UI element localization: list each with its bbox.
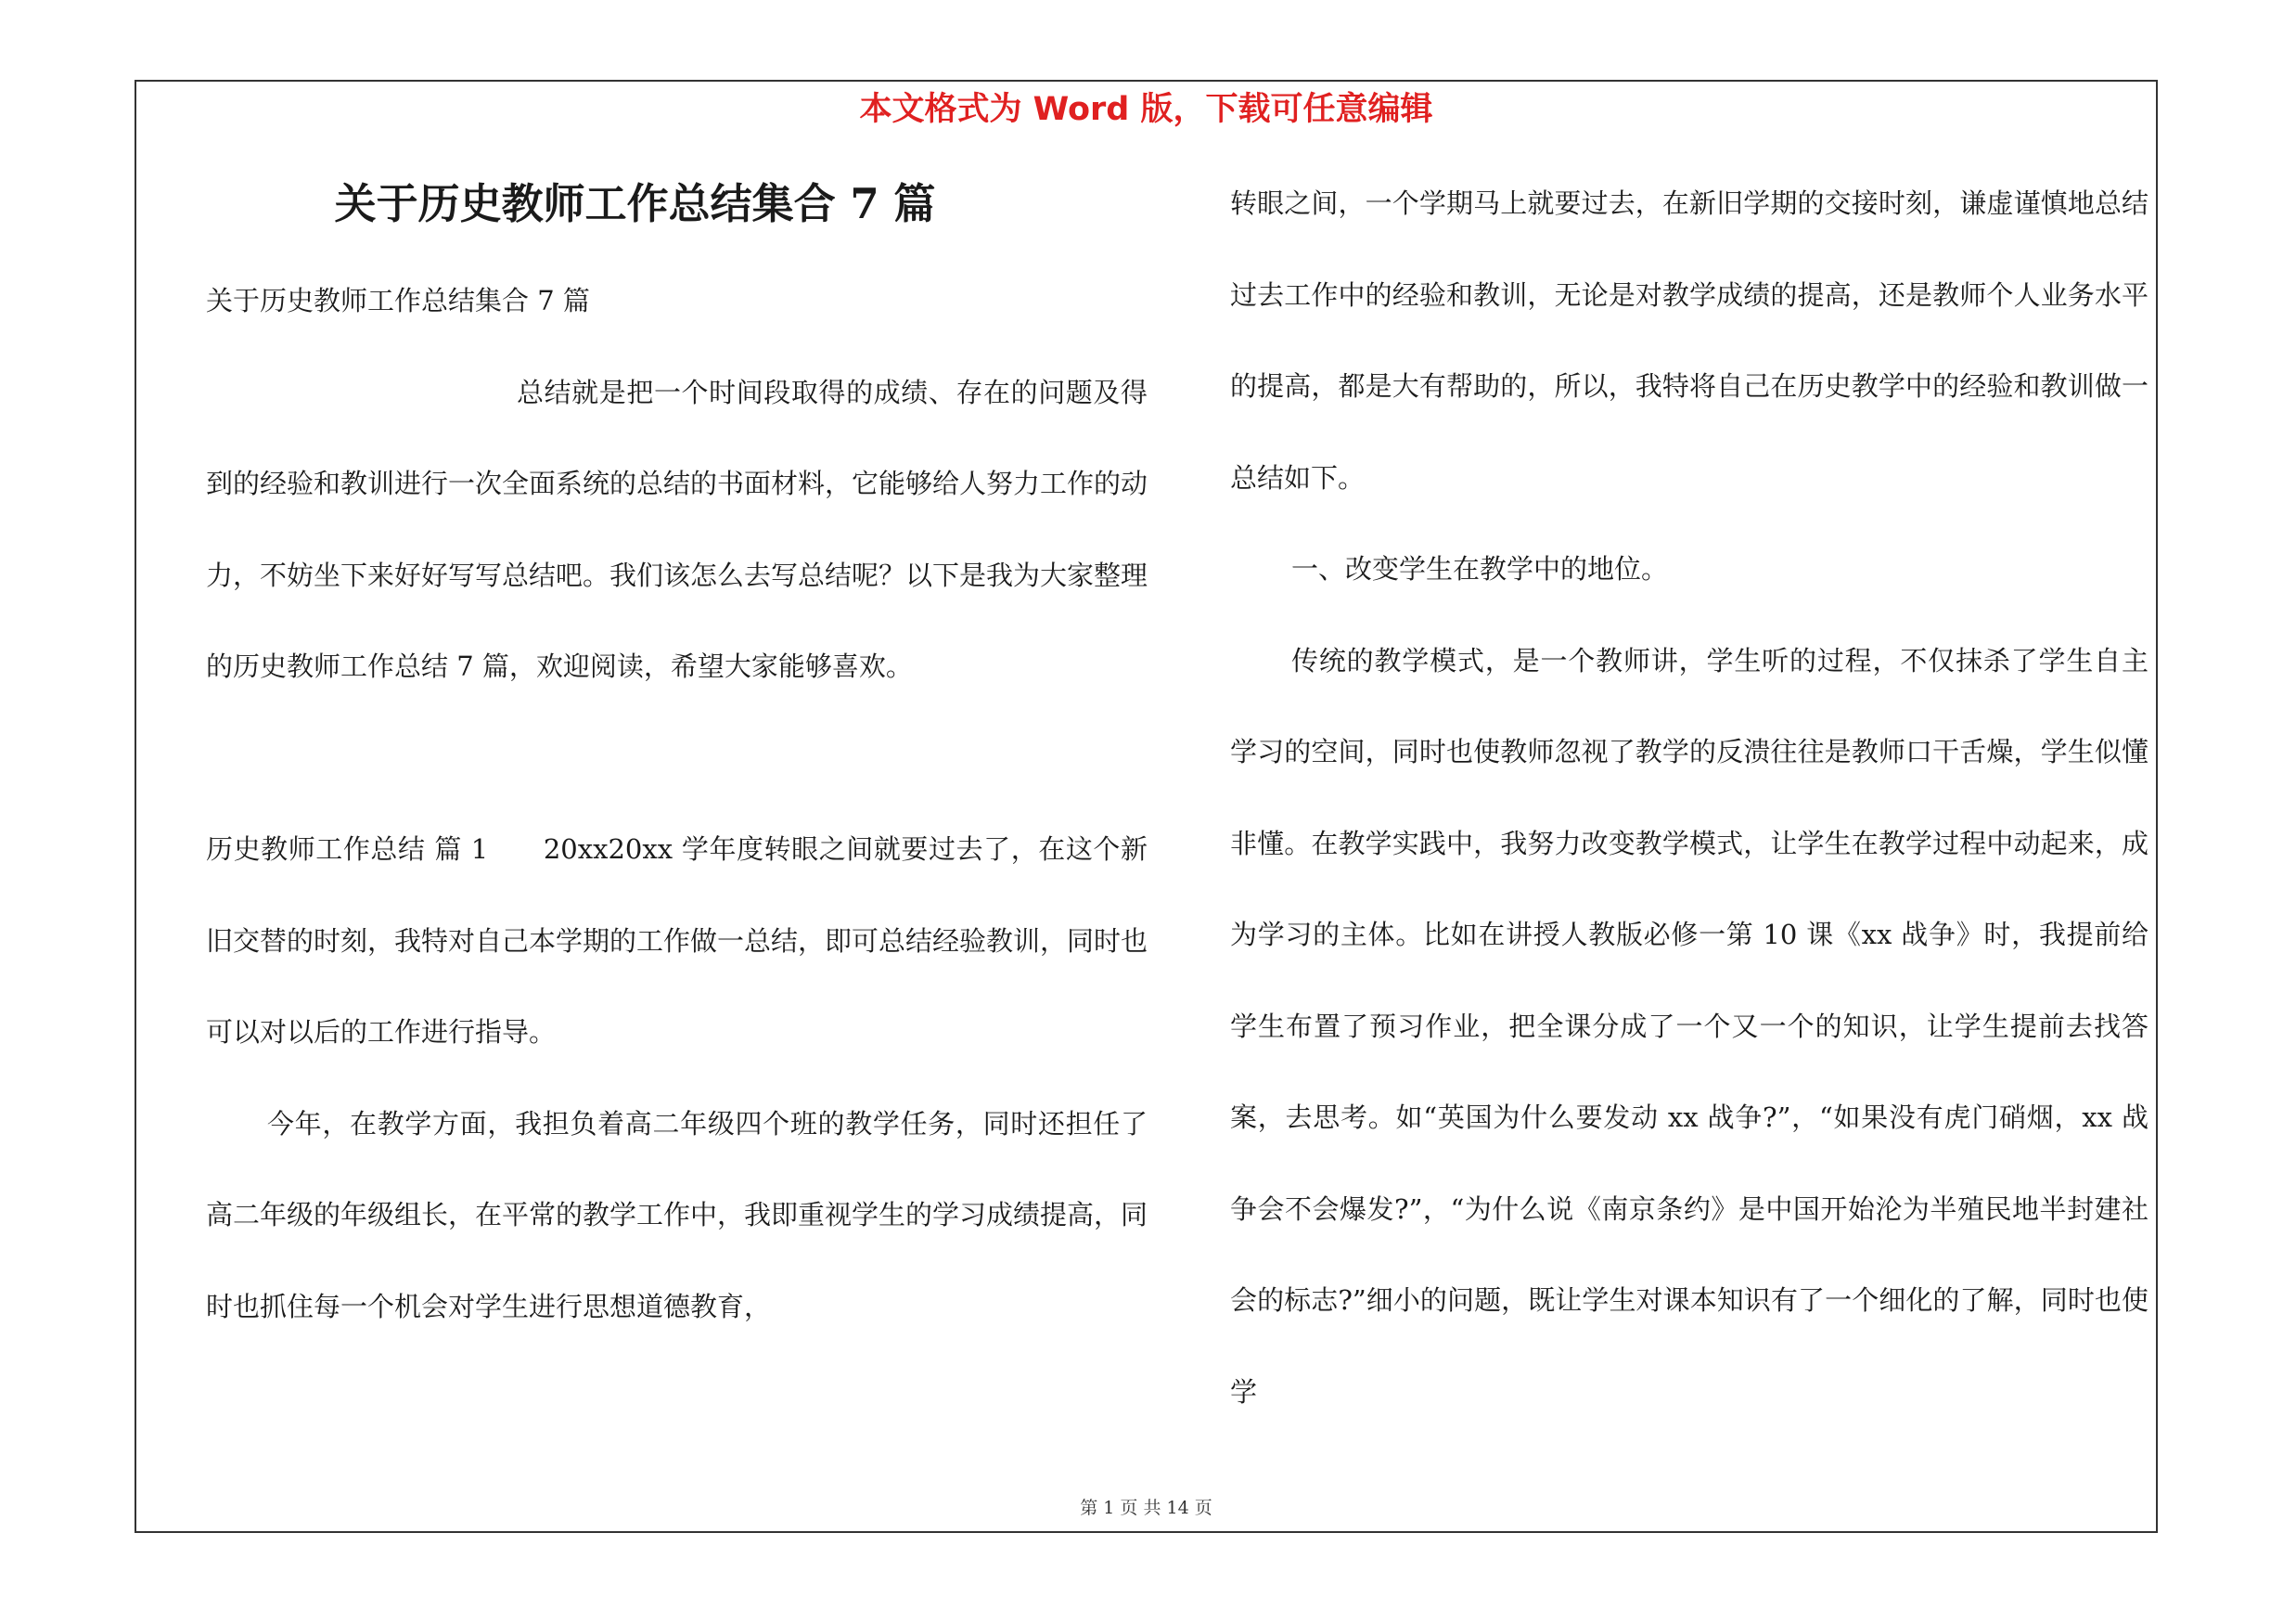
document-title: 关于历史教师工作总结集合 7 篇 [334, 179, 936, 228]
left-column [206, 158, 1148, 1352]
teaching-paragraph: 今年，在教学方面，我担负着高二年级四个班的教学任务，同时还担任了高二年级的年级组长，在平常的教学工作中，我即重视学生的学习成绩提高，同时也抓住每一个机会对学生进行思想道德教育， [206, 1107, 1148, 1322]
transition-paragraph: 转眼之间，一个学期马上就要过去，在新旧学期的交接时刻，谦虚谨慎地总结过去工作中的经验和教训，无论是对教学成绩的提高，还是教师个人业务水平的提高，都是大有帮助的，所以，我特将自己在历史教学中的经验和教训做一总结如下。 [1230, 187, 2148, 494]
right-column [1230, 158, 2148, 1437]
section-1-heading: 历史教师工作总结 篇 1 20xx20xx 学年度转眼之间就要过去了，在这个新旧交替的时刻，我特对自己本学期的工作做一总结，即可总结经验教训，同时也可以对以后的工作进行指导。 [206, 833, 1148, 1048]
traditional-teaching-paragraph: 传统的教学模式，是一个教师讲，学生听的过程，不仅抹杀了学生自主学习的空间，同时也使教师忽视了教学的反溃往往是教师口干舌燥，学生似懂非懂。在教学实践中，我努力改变教学模式，让学生在教学过程中动起来，成为学习的主体。比如在讲授人教版必修一第 10 课《xx 战争》时，我提前给学生布置了预习作业，把全课分成了一个又一个的知识，让学生提前去找答案，去思考。如“英国为什么要发动 xx 战争?”，“如果没有虎门硝烟，xx 战争会不会爆发?”，“为什么说《南京条约》是中国开始沦为半殖民地半封建社会的标志?”细小的问题，既让学生对课本知识有了一个细化的了解，同时也使学 [1230, 644, 2148, 1408]
blank-line [206, 713, 1148, 805]
format-notice-banner: 本文格式为 Word 版，下载可任意编辑 [859, 91, 1433, 128]
document-subtitle: 关于历史教师工作总结集合 7 篇 [206, 285, 590, 316]
intro-paragraph: 总结就是把一个时间段取得的成绩、存在的问题及得到的经验和教训进行一次全面系统的总结的书面材料，它能够给人努力工作的动力，不妨坐下来好好写写总结吧。我们该怎么去写总结呢？以下是我为大家整理的历史教师工作总结 7 篇，欢迎阅读，希望大家能够喜欢。 [206, 376, 1148, 682]
page-footer: 第 1 页 共 14 页 [1080, 1498, 1212, 1518]
point-1-heading: 一、改变学生在教学中的地位。 [1291, 553, 1669, 585]
